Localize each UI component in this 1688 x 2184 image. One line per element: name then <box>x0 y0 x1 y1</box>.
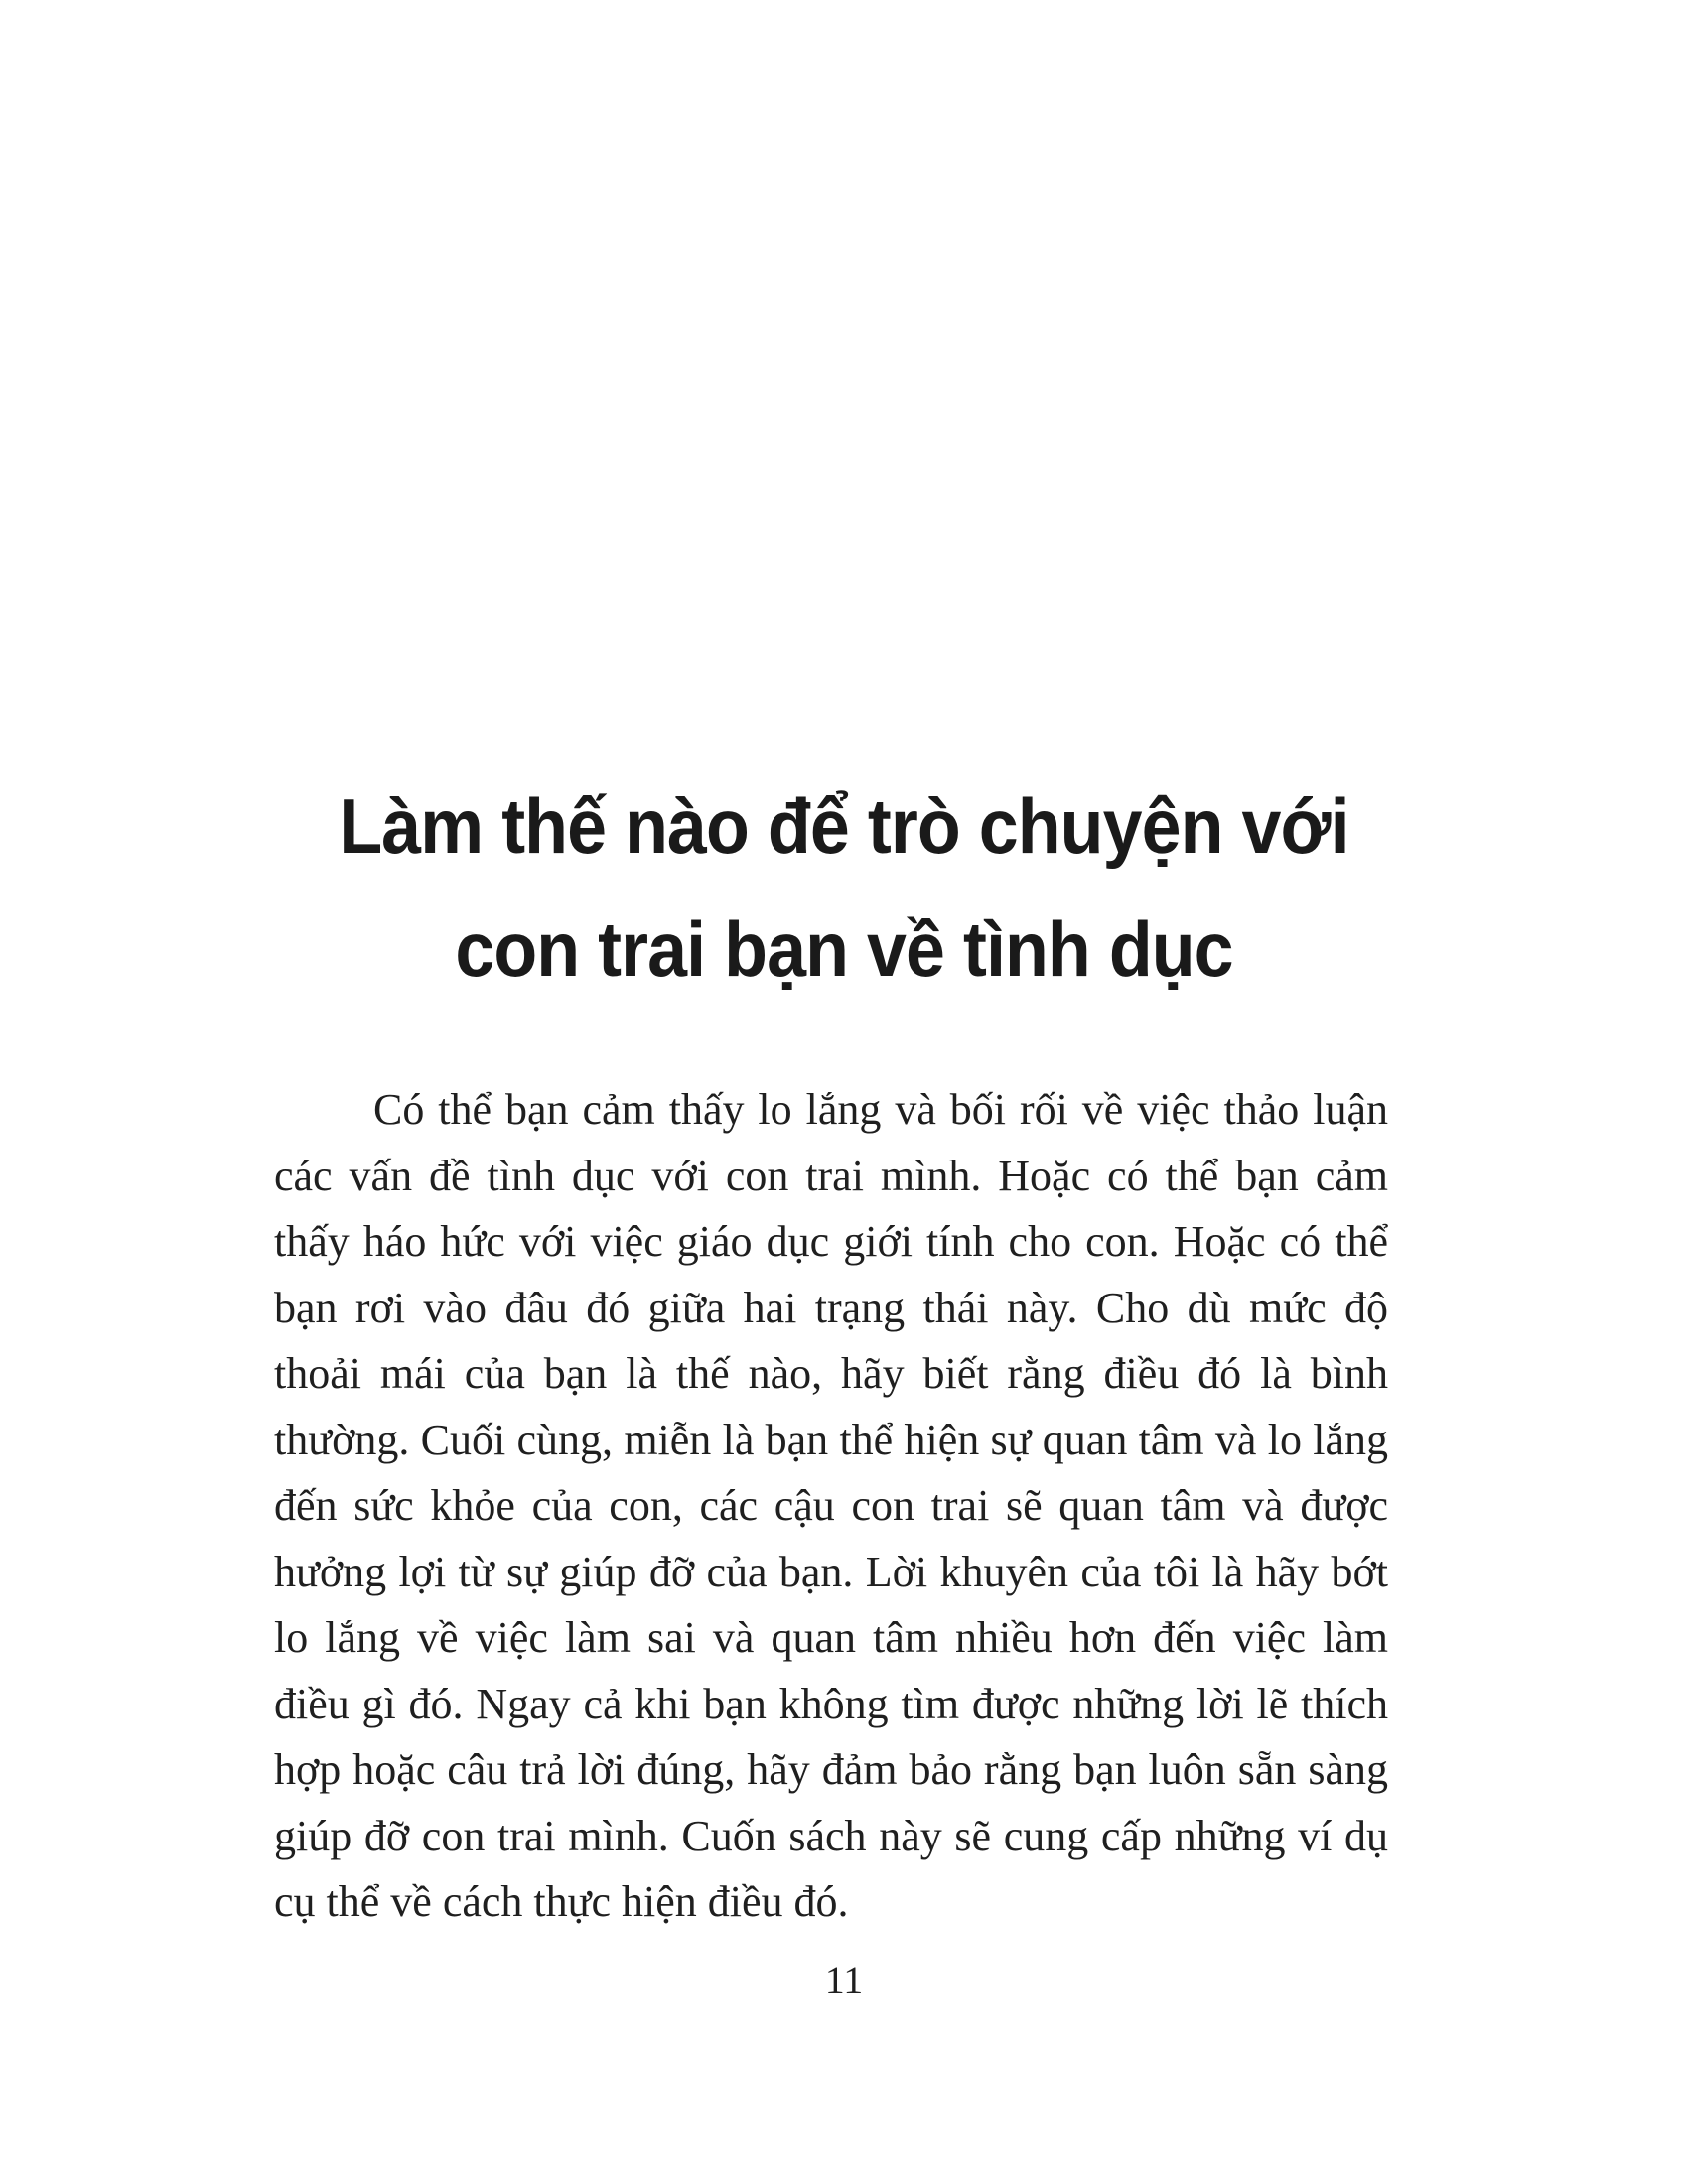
chapter-title-line-2: con trai bạn về tình dục <box>455 905 1233 993</box>
chapter-title <box>0 764 1688 1011</box>
chapter-title-line-1: Làm thế nào để trò chuyện với <box>339 782 1349 870</box>
page-number: 11 <box>824 1958 864 2002</box>
body-paragraph: Có thể bạn cảm thấy lo lắng và bối rối về việc thảo luận các vấn đề tình dục với con trai mình. Hoặc có thể bạn cảm thấy háo hức với việc giáo dục giới tính cho con. Hoặc có thể bạn rơi vào đâu đó giữa hai trạng thái này. Cho dù mức độ thoải mái của bạn là thế nào, hãy biết rằng điều đó là bình thường. Cuối cùng, miễn là bạn thể hiện sự quan tâm và lo lắng đến sức khỏe của con, các cậu con trai sẽ quan tâm và được hưởng lợi từ sự giúp đỡ của bạn. Lời khuyên của tôi là hãy bớt lo lắng về việc làm sai và quan tâm nhiều hơn đến việc làm điều gì đó. Ngay cả khi bạn không tìm được những lời lẽ thích hợp hoặc câu trả lời đúng, hãy đảm bảo rằng bạn luôn sẵn sàng giúp đỡ con trai mình. Cuốn sách này sẽ cung cấp những ví dụ cụ thể về cách thực hiện điều đó. <box>274 1085 1388 1926</box>
